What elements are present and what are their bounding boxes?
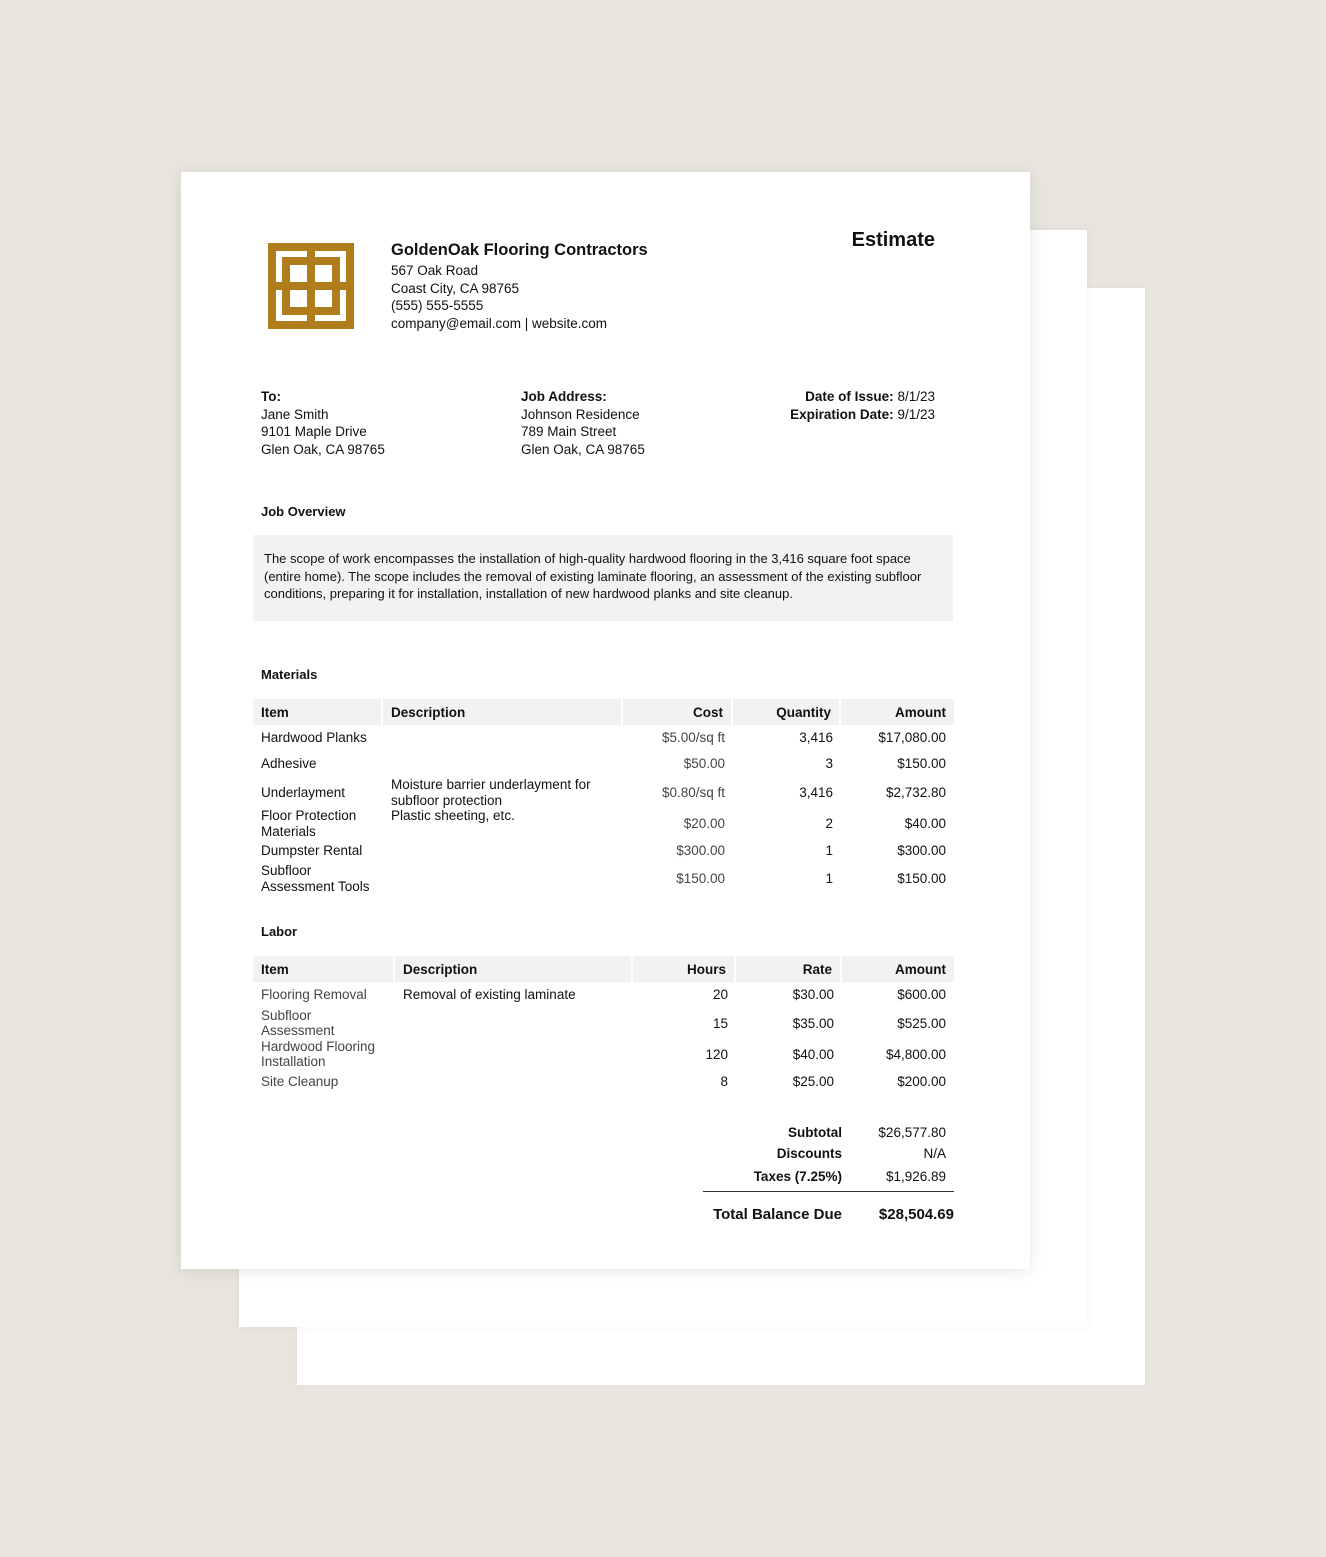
- issue-date-label: Date of Issue:: [805, 389, 894, 404]
- material-amount: $17,080.00: [878, 730, 946, 746]
- material-quantity: 1: [825, 870, 833, 886]
- labor-header-item: Item: [253, 956, 395, 982]
- material-item: Adhesive: [261, 756, 317, 772]
- table-row: [253, 839, 954, 863]
- table-row: [253, 808, 954, 839]
- material-amount: $150.00: [897, 870, 946, 886]
- to-label: To:: [261, 389, 281, 404]
- labor-rate: $25.00: [792, 1074, 834, 1090]
- labor-amount: $4,800.00: [885, 1046, 946, 1062]
- material-quantity: 3,416: [799, 730, 833, 746]
- company-address-line2: Coast City, CA 98765: [391, 280, 520, 296]
- company-logo: [268, 243, 354, 329]
- labor-description: [395, 1039, 633, 1070]
- labor-rate: $35.00: [792, 1015, 834, 1031]
- labor-description: [395, 1008, 633, 1039]
- labor-description: [395, 1070, 633, 1094]
- dates-block: [790, 388, 935, 423]
- labor-rate: $30.00: [792, 987, 834, 1003]
- labor-item: Subfloor Assessment: [261, 1008, 335, 1039]
- taxes-value: $1,926.89: [885, 1169, 946, 1184]
- table-row: [253, 1039, 954, 1070]
- issue-date: [790, 388, 935, 406]
- expiration-date-value: 9/1/23: [897, 406, 935, 422]
- material-description: Moisture barrier underlayment for subfloor protection: [391, 777, 591, 808]
- materials-table: [253, 699, 954, 894]
- table-row: [253, 982, 954, 1008]
- table-row: [253, 777, 954, 808]
- estimate-page: [181, 172, 1030, 1269]
- to-name: Jane Smith: [261, 406, 329, 422]
- labor-item: Site Cleanup: [261, 1074, 339, 1090]
- labor-rate: $40.00: [792, 1046, 834, 1062]
- company-address-line1: 567 Oak Road: [391, 263, 479, 278]
- material-amount: $40.00: [904, 815, 946, 831]
- subtotal-label: Subtotal: [788, 1125, 842, 1140]
- material-description: [383, 839, 623, 863]
- materials-header-amount: Amount: [841, 699, 954, 725]
- total-balance-value: $28,504.69: [878, 1206, 954, 1223]
- material-cost: $5.00/sq ft: [661, 730, 725, 746]
- materials-header-row: [253, 699, 954, 725]
- labor-amount: $200.00: [897, 1074, 946, 1090]
- labor-header-description: Description: [395, 956, 633, 982]
- labor-header-amount: Amount: [842, 956, 954, 982]
- job-overview-title: Job Overview: [261, 504, 346, 519]
- material-description: [383, 751, 623, 777]
- material-item: Underlayment: [261, 784, 346, 800]
- labor-item: Hardwood Flooring Installation: [261, 1038, 376, 1070]
- job-overview-text: The scope of work encompasses the installation of high-quality hardwood flooring in the 3,416 square foot space (entire home). The scope includes the removal of existing laminate flooring, an assessment of the existing subfloor conditions, preparing it for installation, installation of new hardwood planks and site cleanup.: [253, 535, 953, 621]
- logo-mark: [268, 243, 354, 329]
- material-quantity: 3: [825, 756, 833, 772]
- material-amount: $150.00: [897, 756, 946, 772]
- discounts-label: Discounts: [776, 1146, 842, 1161]
- material-item: Floor Protection Materials: [261, 808, 357, 839]
- material-description: [383, 725, 623, 751]
- labor-hours: 20: [712, 987, 728, 1003]
- table-row: [253, 1070, 954, 1094]
- company-contact: company@email.com | website.com: [391, 315, 608, 331]
- job-address-city: Glen Oak, CA 98765: [521, 441, 645, 457]
- material-amount: $300.00: [897, 843, 946, 859]
- labor-hours: 120: [705, 1046, 728, 1062]
- labor-header-hours: Hours: [633, 956, 736, 982]
- labor-item: Flooring Removal: [261, 987, 367, 1003]
- expiration-date-label: Expiration Date:: [790, 406, 894, 422]
- totals-divider: [703, 1191, 954, 1192]
- company-info: [391, 240, 648, 332]
- material-description: [383, 863, 623, 894]
- expiration-date: [790, 406, 935, 424]
- total-balance-label: Total Balance Due: [713, 1206, 842, 1223]
- material-quantity: 2: [825, 815, 833, 831]
- materials-header-cost: Cost: [623, 699, 733, 725]
- materials-header-item: Item: [253, 699, 383, 725]
- company-name: GoldenOak Flooring Contractors: [391, 241, 648, 259]
- material-cost: $0.80/sq ft: [661, 784, 725, 800]
- materials-header-quantity: Quantity: [733, 699, 841, 725]
- issue-date-value: 8/1/23: [897, 389, 935, 404]
- job-address-name: Johnson Residence: [521, 406, 640, 422]
- labor-table: [253, 956, 954, 1094]
- material-cost: $150.00: [676, 870, 725, 886]
- labor-hours: 15: [712, 1015, 728, 1031]
- job-address-block: [521, 388, 645, 458]
- to-city: Glen Oak, CA 98765: [261, 441, 385, 457]
- labor-header-row: [253, 956, 954, 982]
- material-quantity: 3,416: [799, 784, 833, 800]
- materials-header-description: Description: [383, 699, 623, 725]
- material-item: Dumpster Rental: [261, 843, 363, 859]
- material-cost: $300.00: [676, 843, 725, 859]
- material-description: Plastic sheeting, etc.: [391, 808, 515, 823]
- table-row: [253, 1008, 954, 1039]
- subtotal-value: $26,577.80: [878, 1125, 946, 1140]
- material-amount: $2,732.80: [885, 784, 946, 800]
- material-quantity: 1: [825, 843, 833, 859]
- table-row: [253, 863, 954, 894]
- material-item: Hardwood Planks: [261, 730, 367, 746]
- material-item: Subfloor Assessment Tools: [261, 863, 370, 894]
- job-address-street: 789 Main Street: [521, 424, 617, 440]
- labor-title: Labor: [261, 924, 298, 939]
- material-cost: $20.00: [683, 815, 725, 831]
- labor-amount: $600.00: [897, 987, 946, 1003]
- labor-hours: 8: [720, 1074, 728, 1090]
- labor-header-rate: Rate: [736, 956, 842, 982]
- table-row: [253, 751, 954, 777]
- material-cost: $50.00: [683, 756, 725, 772]
- to-street: 9101 Maple Drive: [261, 424, 367, 440]
- table-row: [253, 725, 954, 751]
- labor-description: Removal of existing laminate: [403, 987, 576, 1003]
- job-address-label: Job Address:: [521, 389, 607, 404]
- document-title: Estimate: [851, 229, 935, 251]
- bill-to-block: [261, 388, 385, 458]
- company-phone: (555) 555-5555: [391, 298, 484, 314]
- discounts-value: N/A: [923, 1146, 946, 1161]
- labor-amount: $525.00: [897, 1015, 946, 1031]
- taxes-label: Taxes (7.25%): [753, 1169, 842, 1184]
- materials-title: Materials: [261, 667, 318, 682]
